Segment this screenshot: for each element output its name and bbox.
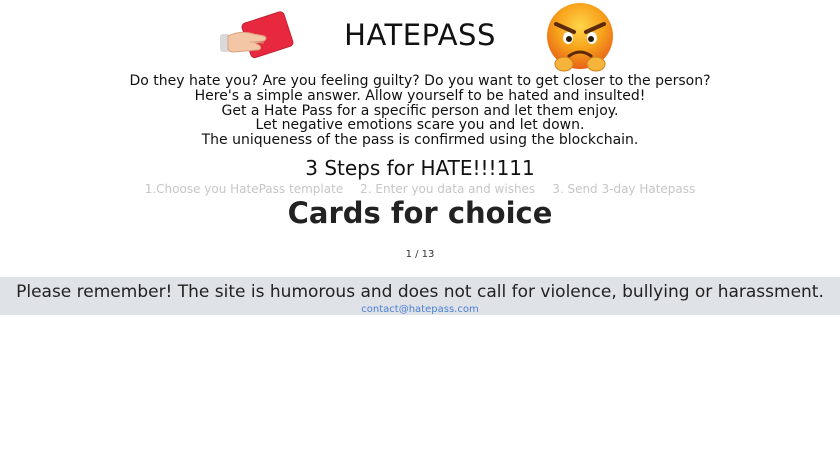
- intro-line: Let negative emotions scare you and let down.: [255, 117, 585, 134]
- step-item: 1.Choose you HatePass template: [144, 182, 344, 196]
- steps-list: [0, 182, 840, 196]
- site-title: HATEPASS: [344, 18, 496, 52]
- contact-email-link[interactable]: contact@hatepass.com: [361, 304, 479, 315]
- header: [0, 0, 840, 74]
- humor-notice-text: Please remember! The site is humorous and does not call for violence, bullying or harassment.: [16, 282, 824, 302]
- cards-title: Cards for choice: [287, 196, 553, 230]
- intro-line: Do they hate you? Are you feeling guilty? Do you want to get closer to the person?: [129, 73, 711, 89]
- cards-pager: 1 / 13: [405, 249, 435, 260]
- step-item: 2. Enter you data and wishes: [360, 182, 536, 196]
- footer-contact: [0, 304, 840, 315]
- intro-line: Here's a simple answer. Allow yourself to be hated and insulted!: [194, 87, 646, 104]
- intro-line: Get a Hate Pass for a specific person and let them enjoy.: [221, 102, 619, 119]
- steps-title: 3 Steps for HATE!!!111: [305, 156, 535, 180]
- angry-face-icon: [542, 0, 618, 76]
- step-item: 3. Send 3-day Hatepass: [552, 182, 696, 196]
- intro-text: [0, 74, 840, 148]
- intro-line: The uniqueness of the pass is confirmed using the blockchain.: [201, 132, 639, 149]
